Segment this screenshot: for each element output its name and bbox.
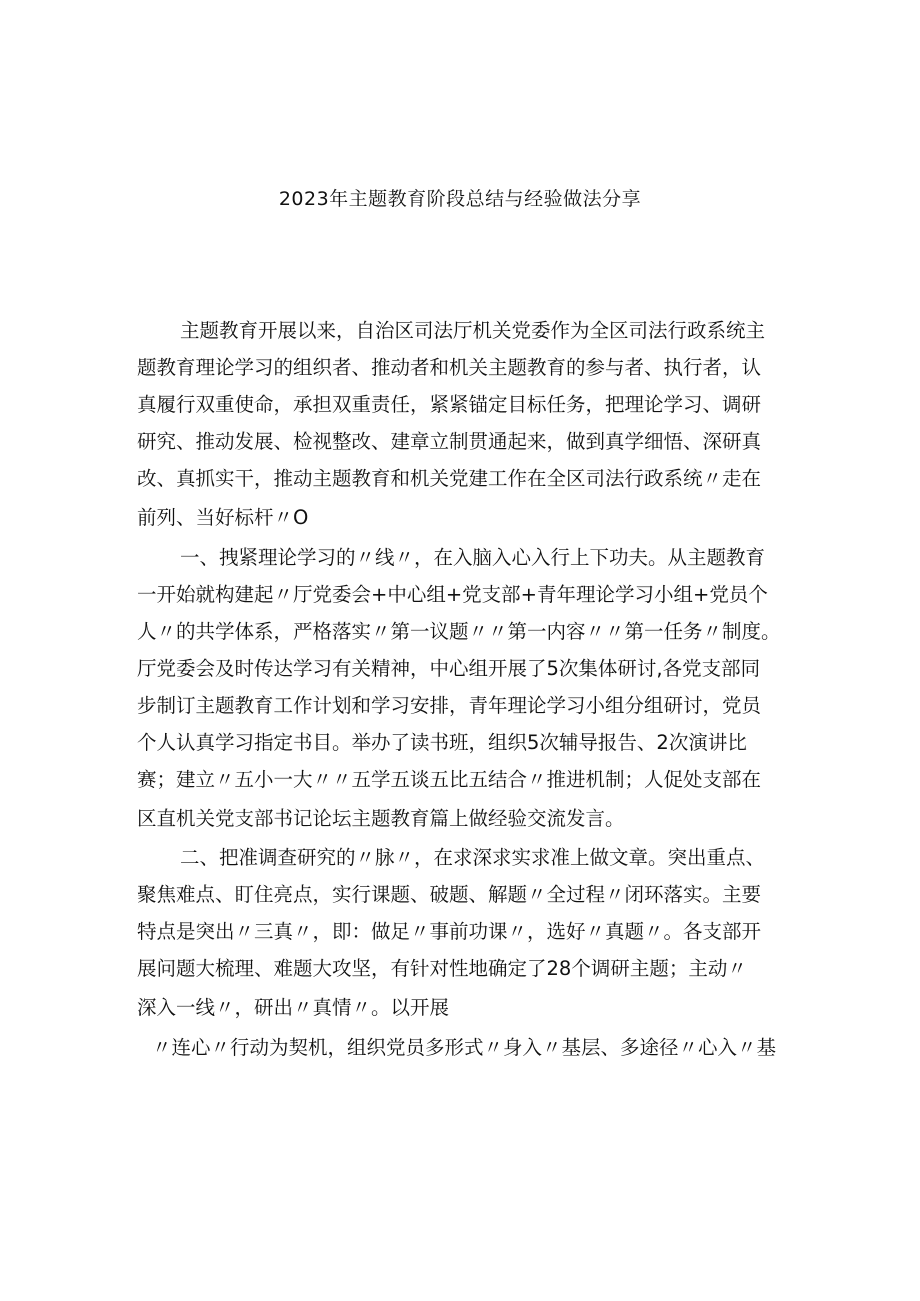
paragraph-line: 改、真抓实干，推动主题教育和机关党建工作在全区司法行政系统〃走在 <box>137 467 762 490</box>
paragraph-line: 真履行双重使命，承担双重责任，紧紧锚定目标任务，把理论学习、调研 <box>137 393 762 416</box>
paragraph-line: 二、把准调查研究的〃脉〃，在求深求实求准上做文章。突出重点、 <box>180 846 766 869</box>
paragraph-line: 〃连心〃行动为契机，组织党员多形式〃身入〃基层、多途径〃心入〃基 <box>152 1035 777 1059</box>
paragraph-line: 前列、当好标杆〃O <box>137 506 309 529</box>
paragraph-line: 题教育理论学习的组织者、推动者和机关主题教育的参与者、执行者，认 <box>137 356 762 379</box>
paragraph-line: 聚焦难点、盯住亮点，实行课题、破题、解题〃全过程〃闭环落实。主要 <box>137 883 762 906</box>
paragraph-line: 展问题大梳理、难题大攻坚，有针对性地确定了28个调研主题；主动〃 <box>137 957 747 980</box>
paragraph-line: 一、拽紧理论学习的〃线〃，在入脑入心入行上下功夫。从主题教育 <box>180 545 766 569</box>
paragraph-line: 一开始就构建起〃厅党委会+中心组+党支部+青年理论学习小组+党员个 <box>137 582 768 606</box>
paragraph-line: 特点是突出〃三真〃，即：做足〃事前功课〃，选好〃真题〃。各支部开 <box>137 920 762 943</box>
paragraph-line: 个人认真学习指定书目。举办了读书班，组织5次辅导报告、2次演讲比 <box>137 730 747 754</box>
paragraph-line: 深入一线〃，研出〃真情〃。以开展 <box>137 996 450 1019</box>
document-body <box>137 312 787 1066</box>
paragraph-line: 研究、推动发展、检视整改、建章立制贯通起来，做到真学细悟、深研真 <box>137 430 762 453</box>
paragraph-line: 赛；建立〃五小一大〃〃五学五谈五比五结合〃推进机制；人促处支部在 <box>137 767 762 791</box>
document-title: 2023年主题教育阶段总结与经验做法分享 <box>278 188 642 210</box>
paragraph-line: 人〃的共学体系，严格落实〃第一议题〃〃第一内容〃〃第一任务〃制度。 <box>137 619 781 643</box>
paragraph-line: 区直机关党支部书记论坛主题教育篇上做经验交流发言。 <box>137 806 625 830</box>
paragraph-line: 步制订主题教育工作计划和学习安排，青年理论学习小组分组研讨，党员 <box>137 693 762 717</box>
paragraph-line: 厅党委会及时传达学习有关精神，中心组开展了5次集体研讨,各党支部同 <box>137 656 761 680</box>
paragraph-line: 主题教育开展以来，自治区司法厅机关党委作为全区司法行政系统主 <box>180 319 766 342</box>
